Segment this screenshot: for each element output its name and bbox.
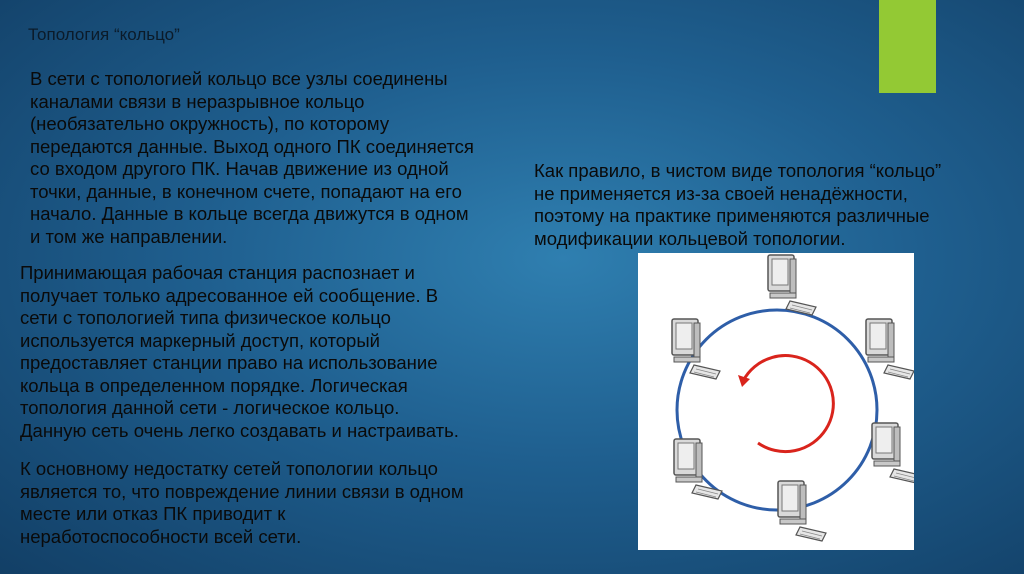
computer-icon <box>866 319 914 379</box>
computer-icon <box>872 423 914 483</box>
ring-line <box>677 310 877 510</box>
paragraph-token-access: Принимающая рабочая станция распознает и получает только адресованное ей сообщение. В сети с топологией типа физическое кольцо используется маркерный доступ, который предоставляет станции право на использование кольца в определенном порядке. Логическая топология данной сети - логическое кольцо. Данную сеть очень легко создавать и настраивать. <box>20 262 459 441</box>
paragraph-disadvantage: К основному недостатку сетей топологии кольцо является то, что повреждение линии связи в одном месте или отказ ПК приводит к неработоспособности всей сети. <box>20 458 464 547</box>
accent-bar <box>879 0 936 93</box>
slide-title: Топология “кольцо” <box>28 25 180 44</box>
computer-icon <box>768 255 816 315</box>
computer-icon <box>672 319 720 379</box>
paragraph-ring-description: В сети с топологией кольцо все узлы соединены каналами связи в неразрывное кольцо (необязательно окружность), по которому передаются данные. Выход одного ПК соединяется со входом другого ПК. Начав движение из одной точки, данные, в конечном счете, попадают на его начало. Данные в кольце всегда движутся в одном и том же направлении. <box>30 68 474 247</box>
computer-icon <box>674 439 722 499</box>
ring-topology-diagram <box>638 253 914 550</box>
side-note: Как правило, в чистом виде топология “кольцо” не применяется из-за своей ненадёжности, поэтому на практике применяются различные модификации кольцевой топологии. <box>534 160 942 249</box>
computer-icon <box>778 481 826 541</box>
direction-arrow <box>743 356 833 452</box>
